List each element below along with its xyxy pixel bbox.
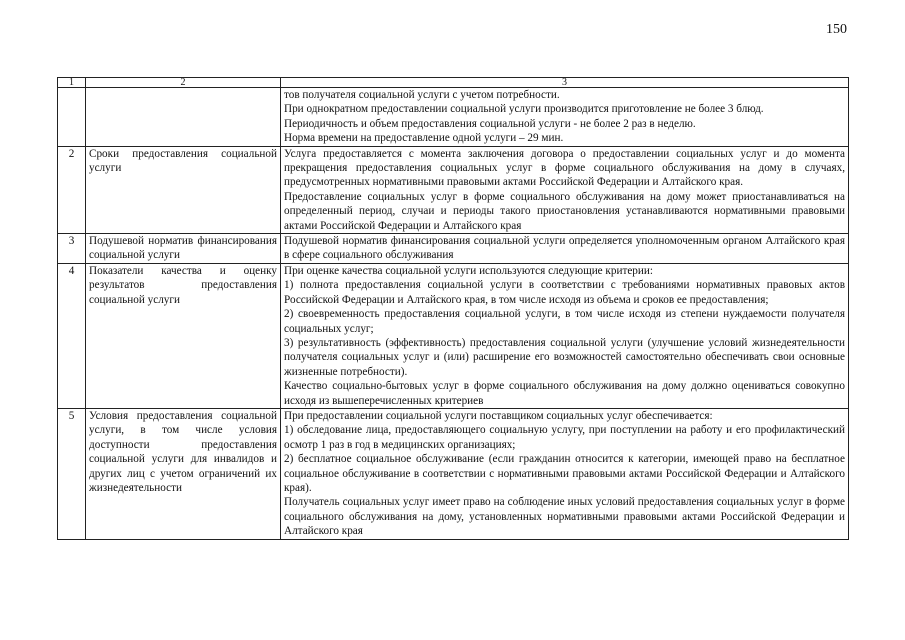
row-name: Условия предоставления социальной услуги, в том числе условия доступности предоставления социальной услуги для инвалидов и других лиц с учетом ограничений их жизнедеятельности — [86, 408, 281, 539]
description-paragraph: При предоставлении социальной услуги поставщиком социальных услуг обеспечивается: — [284, 409, 713, 422]
row-description — [281, 146, 849, 233]
row-name: Сроки предоставления социальной услуги — [86, 146, 281, 233]
description-paragraph: Качество социально-бытовых услуг в форме социального обслуживания на дому должно оцениваться совокупно исходя из вышеперечисленных критериев — [284, 380, 845, 407]
row-name — [86, 88, 281, 147]
header-row — [58, 78, 849, 88]
table-row — [58, 146, 849, 233]
table-row — [58, 408, 849, 539]
description-paragraph: Предоставление социальных услуг в форме социального обслуживания на дому может приостанавливаться на определенный период, случаи и периоды такого приостановления устанавливаются нормативными правовыми актами Российской Федерации и Алтайского края — [284, 190, 845, 232]
row-description — [281, 88, 849, 147]
row-description — [281, 263, 849, 408]
column-header-description: 3 — [281, 78, 849, 88]
table-row — [58, 88, 849, 147]
table-row — [58, 234, 849, 264]
row-number: 3 — [58, 234, 86, 264]
description-paragraph: 2) бесплатное социальное обслуживание (если гражданин относится к категории, имеющей право на бесплатное социальное обслуживание в соответствии с нормативными правовыми актами Российской Федерации и Алтайского края). — [284, 453, 845, 494]
description-paragraph: При однократном предоставлении социальной услуги производится приготовление не более 3 блюд. — [284, 103, 764, 116]
description-paragraph: 2) своевременность предоставления социальной услуги, в том числе исходя из степени нуждаемости получателя социальных услуг; — [284, 308, 845, 335]
row-name: Подушевой норматив финансирования социальной услуги — [86, 234, 281, 264]
description-paragraph: Получатель социальных услуг имеет право на соблюдение иных условий предоставления социальных услуг в форме социального обслуживания на дому, установленных нормативными правовыми актами Российской Федерации и Алтайского края — [284, 496, 845, 538]
description-paragraph: 1) обследование лица, предоставляющего социальную услугу, при поступлении на работу и его профилактический осмотр 1 раз в год в медицинских организациях; — [284, 424, 845, 451]
description-paragraph: Периодичность и объем предоставления социальной услуги - не более 2 раз в неделю. — [284, 117, 696, 130]
row-description — [281, 408, 849, 539]
page-number: 150 — [826, 22, 847, 37]
row-number — [58, 88, 86, 147]
description-paragraph: 3) результативность (эффективность) предоставления социальной услуги (улучшение условий жизнедеятельности получателя социальных услуг и (или) расширение его возможностей самостоятельно обеспечивать свои основные жизненные потребности). — [284, 336, 845, 378]
row-number: 5 — [58, 408, 86, 539]
description-paragraph: тов получателя социальной услуги с учетом потребности. — [284, 89, 560, 101]
row-number: 4 — [58, 263, 86, 408]
row-number: 2 — [58, 146, 86, 233]
description-paragraph: 1) полнота предоставления социальной услуги в соответствии с требованиями нормативных правовых актов Российской Федерации и Алтайского края, в том числе исходя из объема и сроков ее предоставления; — [284, 279, 845, 306]
table-row — [58, 263, 849, 408]
description-paragraph: При оценке качества социальной услуги используются следующие критерии: — [284, 264, 653, 277]
row-description — [281, 234, 849, 264]
services-table — [57, 77, 849, 540]
column-header-number: 1 — [58, 78, 86, 88]
description-paragraph: Подушевой норматив финансирования социальной услуги определяется уполномоченным органом Алтайского края в сфере социального обслуживания — [284, 235, 845, 262]
row-name: Показатели качества и оценку результатов предоставления социальной услуги — [86, 263, 281, 408]
description-paragraph: Норма времени на предоставление одной услуги – 29 мин. — [284, 132, 564, 145]
description-paragraph: Услуга предоставляется с момента заключения договора о предоставлении социальных услуг и до момента прекращения предоставления социальных услуг в форме социального обслуживания на дому в случаях, предусмотренных нормативными правовыми актами Российской Федерации и Алтайского края. — [284, 147, 845, 189]
column-header-name: 2 — [86, 78, 281, 88]
